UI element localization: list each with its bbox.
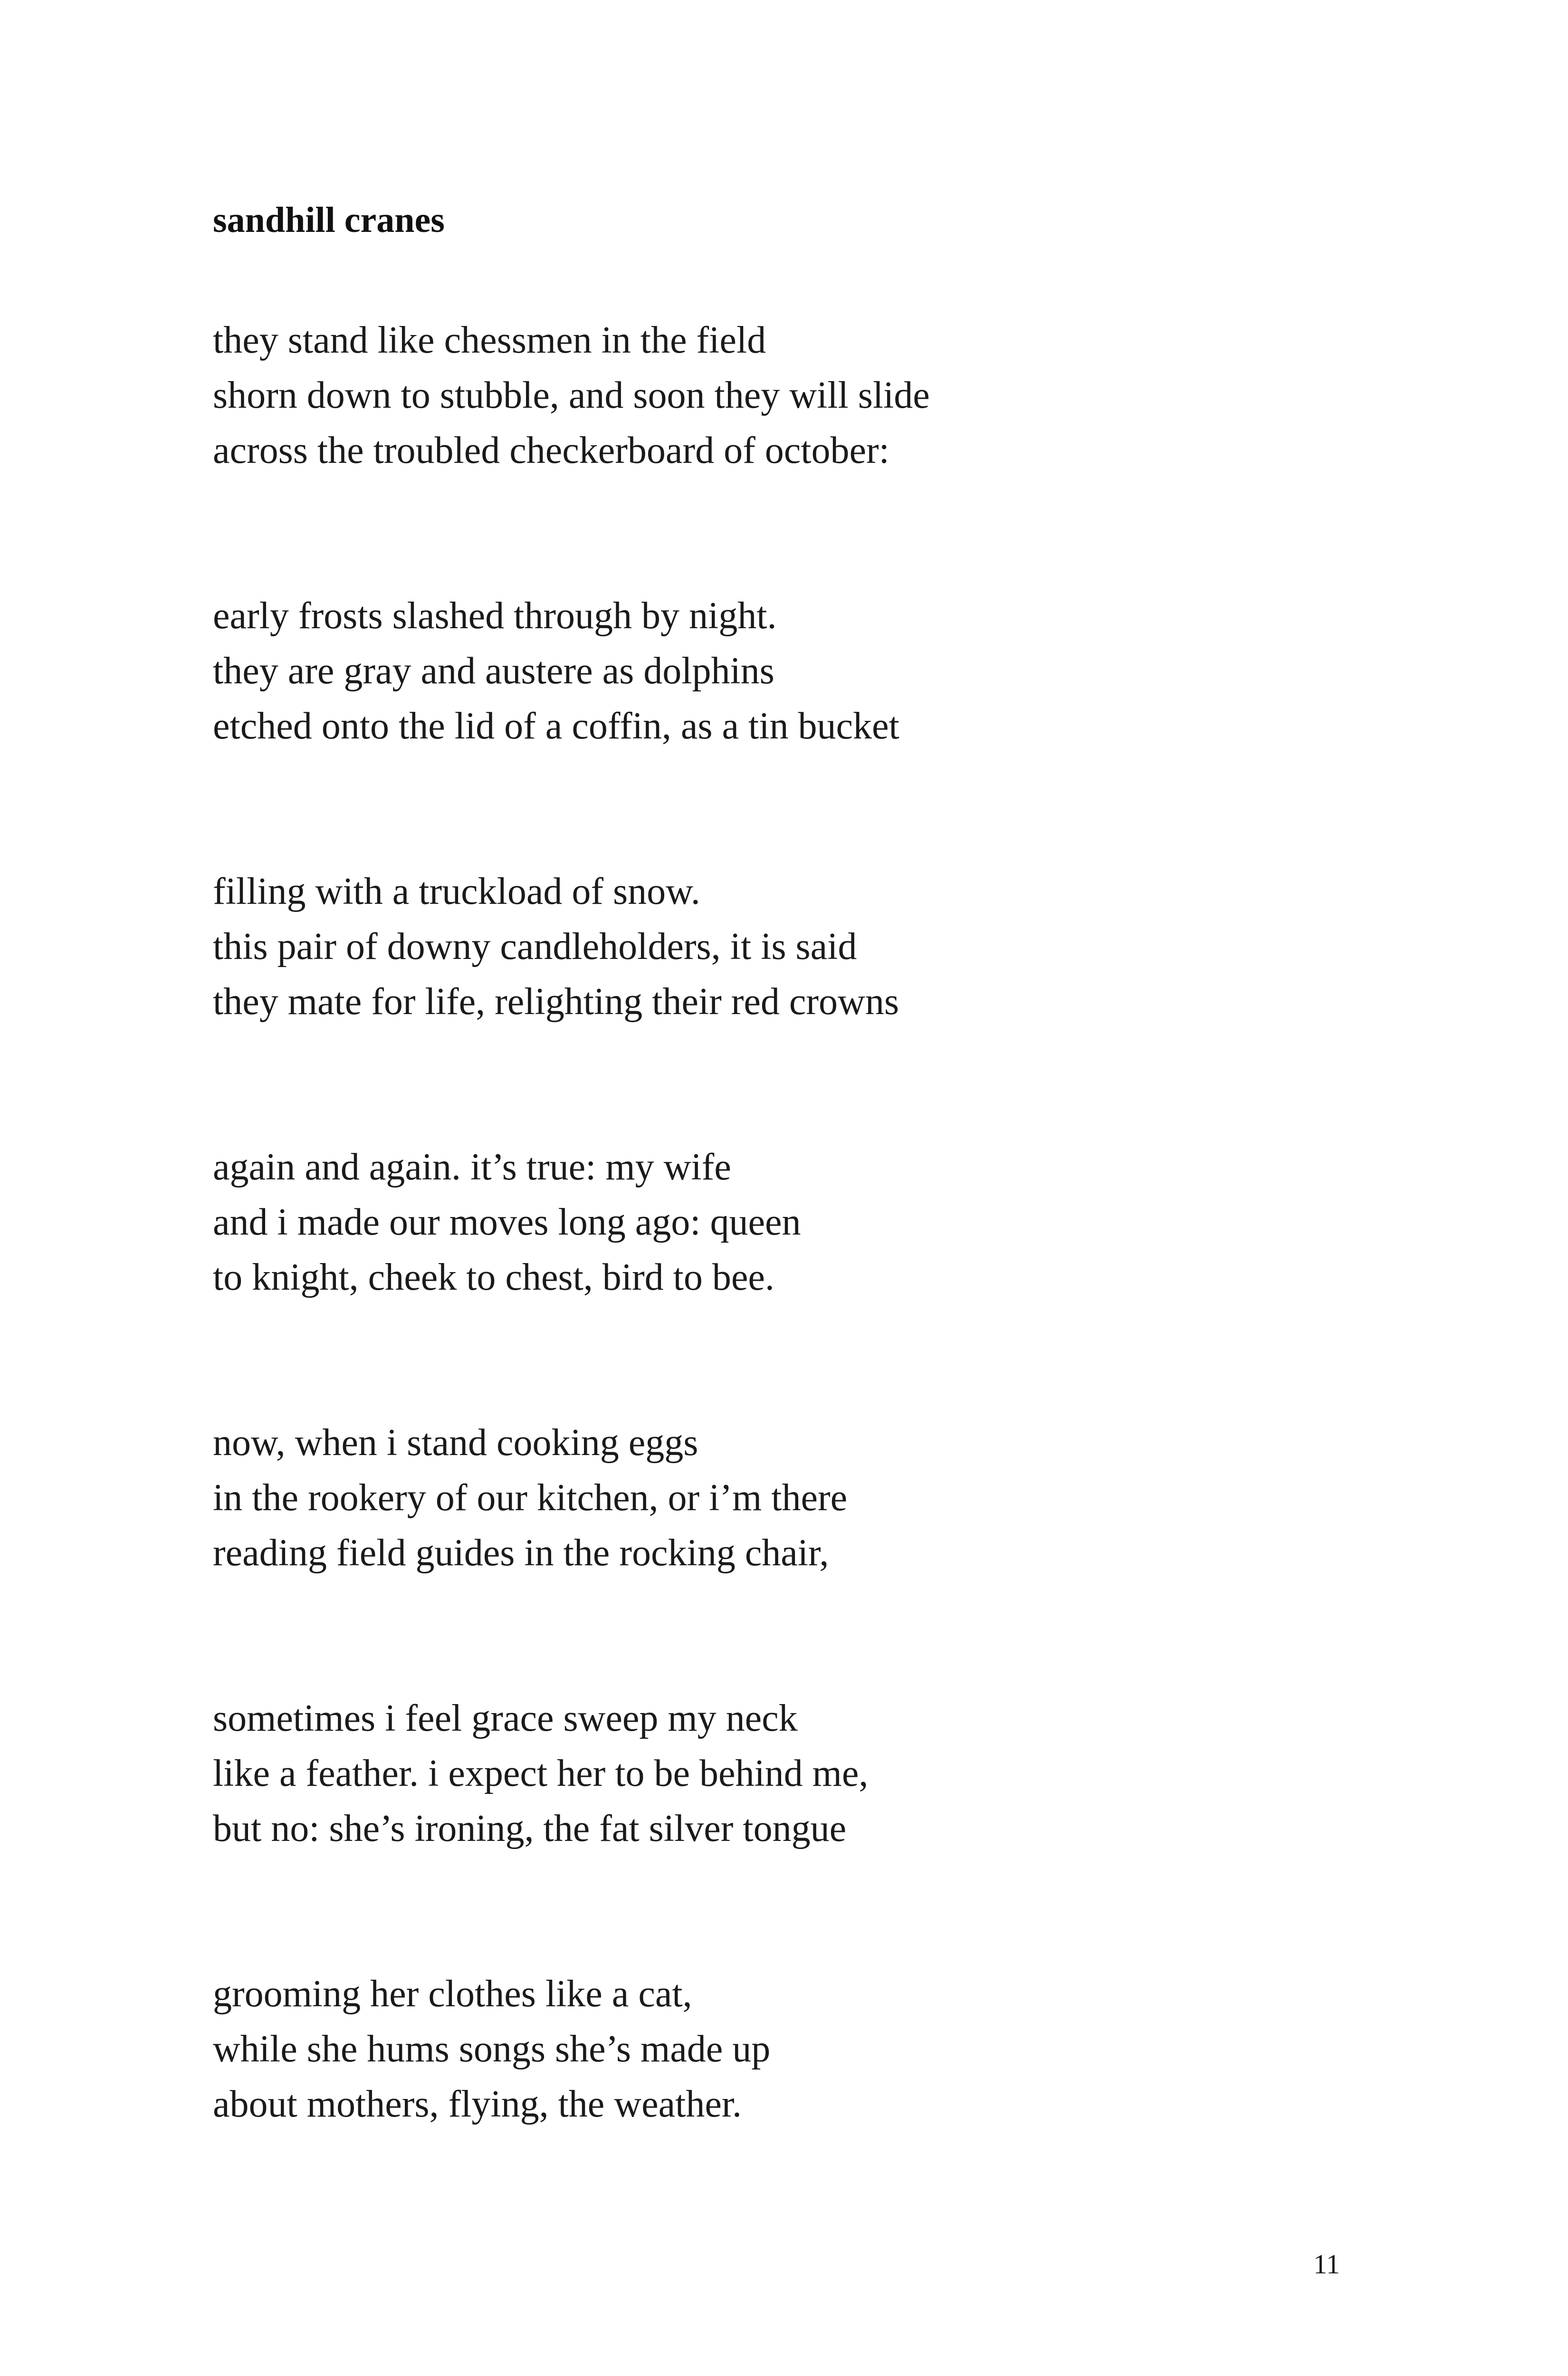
poem-line: shorn down to stubble, and soon they will slide: [213, 374, 930, 416]
poem-line: in the rookery of our kitchen, or i’m there: [213, 1477, 848, 1519]
poem-line: reading field guides in the rocking chair,: [213, 1532, 829, 1574]
poem-line: this pair of downy candleholders, it is said: [213, 926, 857, 968]
stanza-7: [213, 1966, 1401, 2132]
poem-line: now, when i stand cooking eggs: [213, 1422, 698, 1464]
poem-line: like a feather. i expect her to be behind me,: [213, 1753, 869, 1794]
poem-line: they are gray and austere as dolphins: [213, 650, 774, 692]
stanza-3: [213, 864, 1401, 1029]
page-number: 11: [1313, 2249, 1340, 2280]
stanza-1: [213, 313, 1401, 478]
poem-line: etched onto the lid of a coffin, as a tin bucket: [213, 705, 899, 747]
poem-line: filling with a truckload of snow.: [213, 871, 700, 912]
poem-line: sometimes i feel grace sweep my neck: [213, 1697, 798, 1739]
poem-line: grooming her clothes like a cat,: [213, 1973, 692, 2015]
poem-title: sandhill cranes: [213, 200, 445, 240]
stanza-2: [213, 588, 1401, 754]
poem-line: they stand like chessmen in the field: [213, 319, 766, 361]
poem-line: but no: she’s ironing, the fat silver tongue: [213, 1808, 847, 1849]
poem-line: across the troubled checkerboard of october:: [213, 430, 889, 471]
poem-line: and i made our moves long ago: queen: [213, 1201, 801, 1243]
stanza-6: [213, 1691, 1401, 1856]
stanza-5: [213, 1415, 1401, 1581]
poem-line: early frosts slashed through by night.: [213, 595, 777, 637]
poem-line: they mate for life, relighting their red crowns: [213, 981, 899, 1023]
poem-body: [213, 313, 1401, 2242]
poem-line: again and again. it’s true: my wife: [213, 1146, 731, 1188]
poem-line: while she hums songs she’s made up: [213, 2028, 771, 2070]
poem-line: about mothers, flying, the weather.: [213, 2083, 742, 2125]
stanza-4: [213, 1140, 1401, 1305]
poem-line: to knight, cheek to chest, bird to bee.: [213, 1256, 774, 1298]
